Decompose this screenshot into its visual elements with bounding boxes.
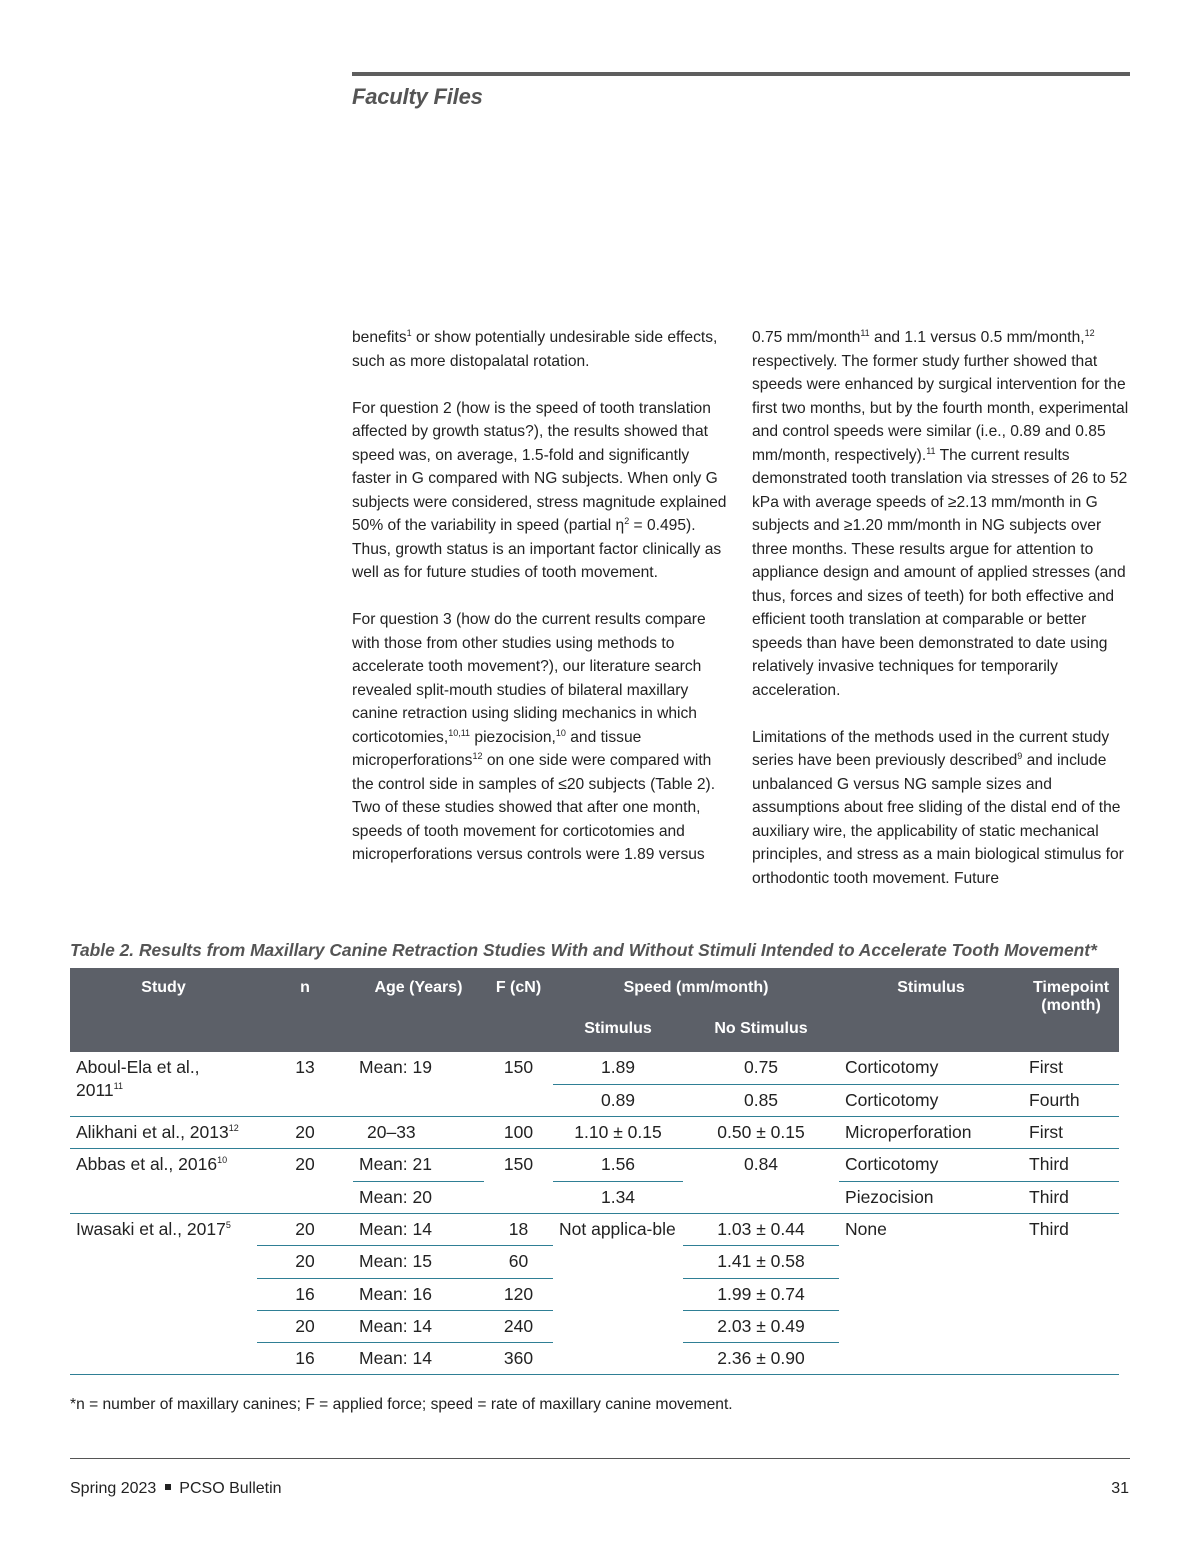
cell-n: 20 [257,1149,353,1214]
table-row [70,1117,1119,1149]
cell-force: 150 [484,1052,553,1117]
cell-speed-stimulus: 1.10 ± 0.15 [553,1117,683,1149]
footer-publication: Spring 2023 PCSO Bulletin [70,1480,282,1497]
header-force: F (cN) [484,968,553,1052]
cell-n: 20 [257,1213,353,1245]
cell-speed-no-stimulus: 0.50 ± 0.15 [683,1117,839,1149]
header-rule [352,72,1130,76]
cell-speed-no-stimulus: 0.75 [683,1052,839,1084]
cell-speed-no-stimulus: 1.99 ± 0.74 [683,1278,839,1310]
paragraph: Limitations of the methods used in the current study series have been previously described$^9$ and include unbalanced G versus NG sample sizes and assumptions about free sliding of the distal end of the auxiliary wire, the applicability of static mechanical principles, and stress as a main biological stimulus for orthodontic tooth movement. Future [752,728,1124,887]
cell-speed-stimulus: Not applica-ble [553,1213,683,1374]
cell-n: 13 [257,1052,353,1117]
cell-speed-stimulus: 1.89 [553,1052,683,1084]
header-timepoint: Timepoint (month) [1023,968,1119,1052]
header-speed-no-stimulus: No Stimulus [683,1010,839,1052]
right-column [752,326,1132,890]
cell-stimulus: Piezocision [839,1181,1023,1213]
cell-force: 100 [484,1117,553,1149]
section-title: Faculty Files [352,84,483,109]
cell-n: 20 [257,1117,353,1149]
cell-stimulus: Corticotomy [839,1052,1023,1084]
table-row [70,1052,1119,1084]
cell-stimulus: None [839,1213,1023,1374]
table-caption: Table 2. Results from Maxillary Canine Retraction Studies With and Without Stimuli Intended to Accelerate Tooth Movement* [70,940,1097,960]
cell-timepoint: First [1023,1117,1119,1149]
page-number: 31 [1111,1480,1129,1497]
table-footnote: *n = number of maxillary canines; F = applied force; speed = rate of maxillary canine movement. [70,1396,733,1413]
cell-speed-stimulus: 0.89 [553,1084,683,1116]
cell-speed-no-stimulus: 0.85 [683,1084,839,1116]
cell-study: Aboul-Ela et al., 2011$^{11}$ [70,1052,257,1117]
cell-timepoint: First [1023,1052,1119,1084]
cell-n: 16 [257,1343,353,1375]
cell-force: 240 [484,1310,553,1342]
cell-n: 20 [257,1310,353,1342]
cell-speed-no-stimulus: 2.36 ± 0.90 [683,1343,839,1375]
cell-speed-stimulus: 1.56 [553,1149,683,1181]
cell-stimulus: Microperforation [839,1117,1023,1149]
cell-timepoint: Third [1023,1213,1119,1374]
cell-timepoint: Third [1023,1149,1119,1181]
footer-rule [70,1458,1130,1459]
square-bullet-icon [165,1484,171,1490]
cell-speed-no-stimulus: 0.84 [683,1149,839,1214]
paragraph: benefits$^1$ or show potentially undesirable side effects, such as more distopalatal rotation. [352,327,718,370]
header-n: n [257,968,353,1052]
cell-speed-no-stimulus: 1.03 ± 0.44 [683,1213,839,1245]
paragraph: 0.75 mm/month$^{11}$ and 1.1 versus 0.5 mm/month,$^{12}$ respectively. The former study further showed that speeds were enhanced by surgical intervention for the first two months, but by the fourth month, experimental and control speeds were similar (i.e., 0.89 and 0.85 mm/month, respectively).$^{11}$ The current results demonstrated tooth translation via stresses of 26 to 52 kPa with average speeds of ≥2.13 mm/month in G subjects and ≥1.20 mm/month in NG subjects over three months. These results argue for attention to appliance design and amount of applied stresses (and thus, forces and sizes of teeth) for both effective and efficient tooth translation at comparable or better speeds than have been demonstrated to date using relatively invasive techniques for temporarily acceleration. [752,327,1129,699]
cell-study: Alikhani et al., 2013$^{12}$ [70,1117,257,1149]
cell-timepoint: Third [1023,1181,1119,1213]
header-age: Age (Years) [353,968,484,1052]
cell-force: 120 [484,1278,553,1310]
paragraph: For question 3 (how do the current results compare with those from other studies using methods to accelerate tooth movement?), our literature search revealed split-mouth studies of bilateral maxillary canine retraction using sliding mechanics in which corticotomies,$^{10,11}$ piezocision,$^{10}$ and tissue microperforations$^{12}$ on one side were compared with the control side in samples of ≤20 subjects (Table 2). Two of these studies showed that after one month, speeds of tooth movement for corticotomies and microperforations versus controls were 1.89 versus [352,611,716,863]
cell-age: Mean: 20 [353,1181,484,1213]
cell-force: 360 [484,1343,553,1375]
cell-speed-no-stimulus: 2.03 ± 0.49 [683,1310,839,1342]
table-row [70,1149,1119,1181]
header-speed: Speed (mm/month) [553,968,839,1010]
cell-speed-stimulus: 1.34 [553,1181,683,1213]
header-speed-stimulus: Stimulus [553,1010,683,1052]
cell-stimulus: Corticotomy [839,1084,1023,1116]
header-stimulus: Stimulus [839,968,1023,1052]
cell-age: Mean: 19 [353,1052,484,1117]
paragraph: For question 2 (how is the speed of tooth translation affected by growth status?), the results showed that speed was, on average, 1.5-fold and significantly faster in G compared with NG subjects. When only G subjects were considered, stress magnitude explained 50% of the variability in speed (partial $\eta^2 = 0.495$). Thus, growth status is an important factor clinically as well as for future studies of tooth movement. [352,399,727,581]
header-study: Study [70,968,257,1052]
cell-timepoint: Fourth [1023,1084,1119,1116]
cell-age: Mean: 14 [353,1213,484,1245]
cell-study: Abbas et al., 2016$^{10}$ [70,1149,257,1214]
cell-speed-no-stimulus: 1.41 ± 0.58 [683,1246,839,1278]
cell-age: Mean: 21 [353,1149,484,1181]
cell-force: 150 [484,1149,553,1214]
cell-age: Mean: 15 [353,1246,484,1278]
cell-force: 60 [484,1246,553,1278]
cell-age: Mean: 14 [353,1343,484,1375]
cell-age: Mean: 16 [353,1278,484,1310]
cell-force: 18 [484,1213,553,1245]
cell-age: 20–33 [353,1117,484,1149]
cell-n: 16 [257,1278,353,1310]
cell-age: Mean: 14 [353,1310,484,1342]
results-table [70,968,1119,1375]
cell-study: Iwasaki et al., 2017$^5$ [70,1213,257,1374]
left-column [352,326,732,867]
cell-n: 20 [257,1246,353,1278]
table-row [70,1213,1119,1245]
cell-stimulus: Corticotomy [839,1149,1023,1181]
